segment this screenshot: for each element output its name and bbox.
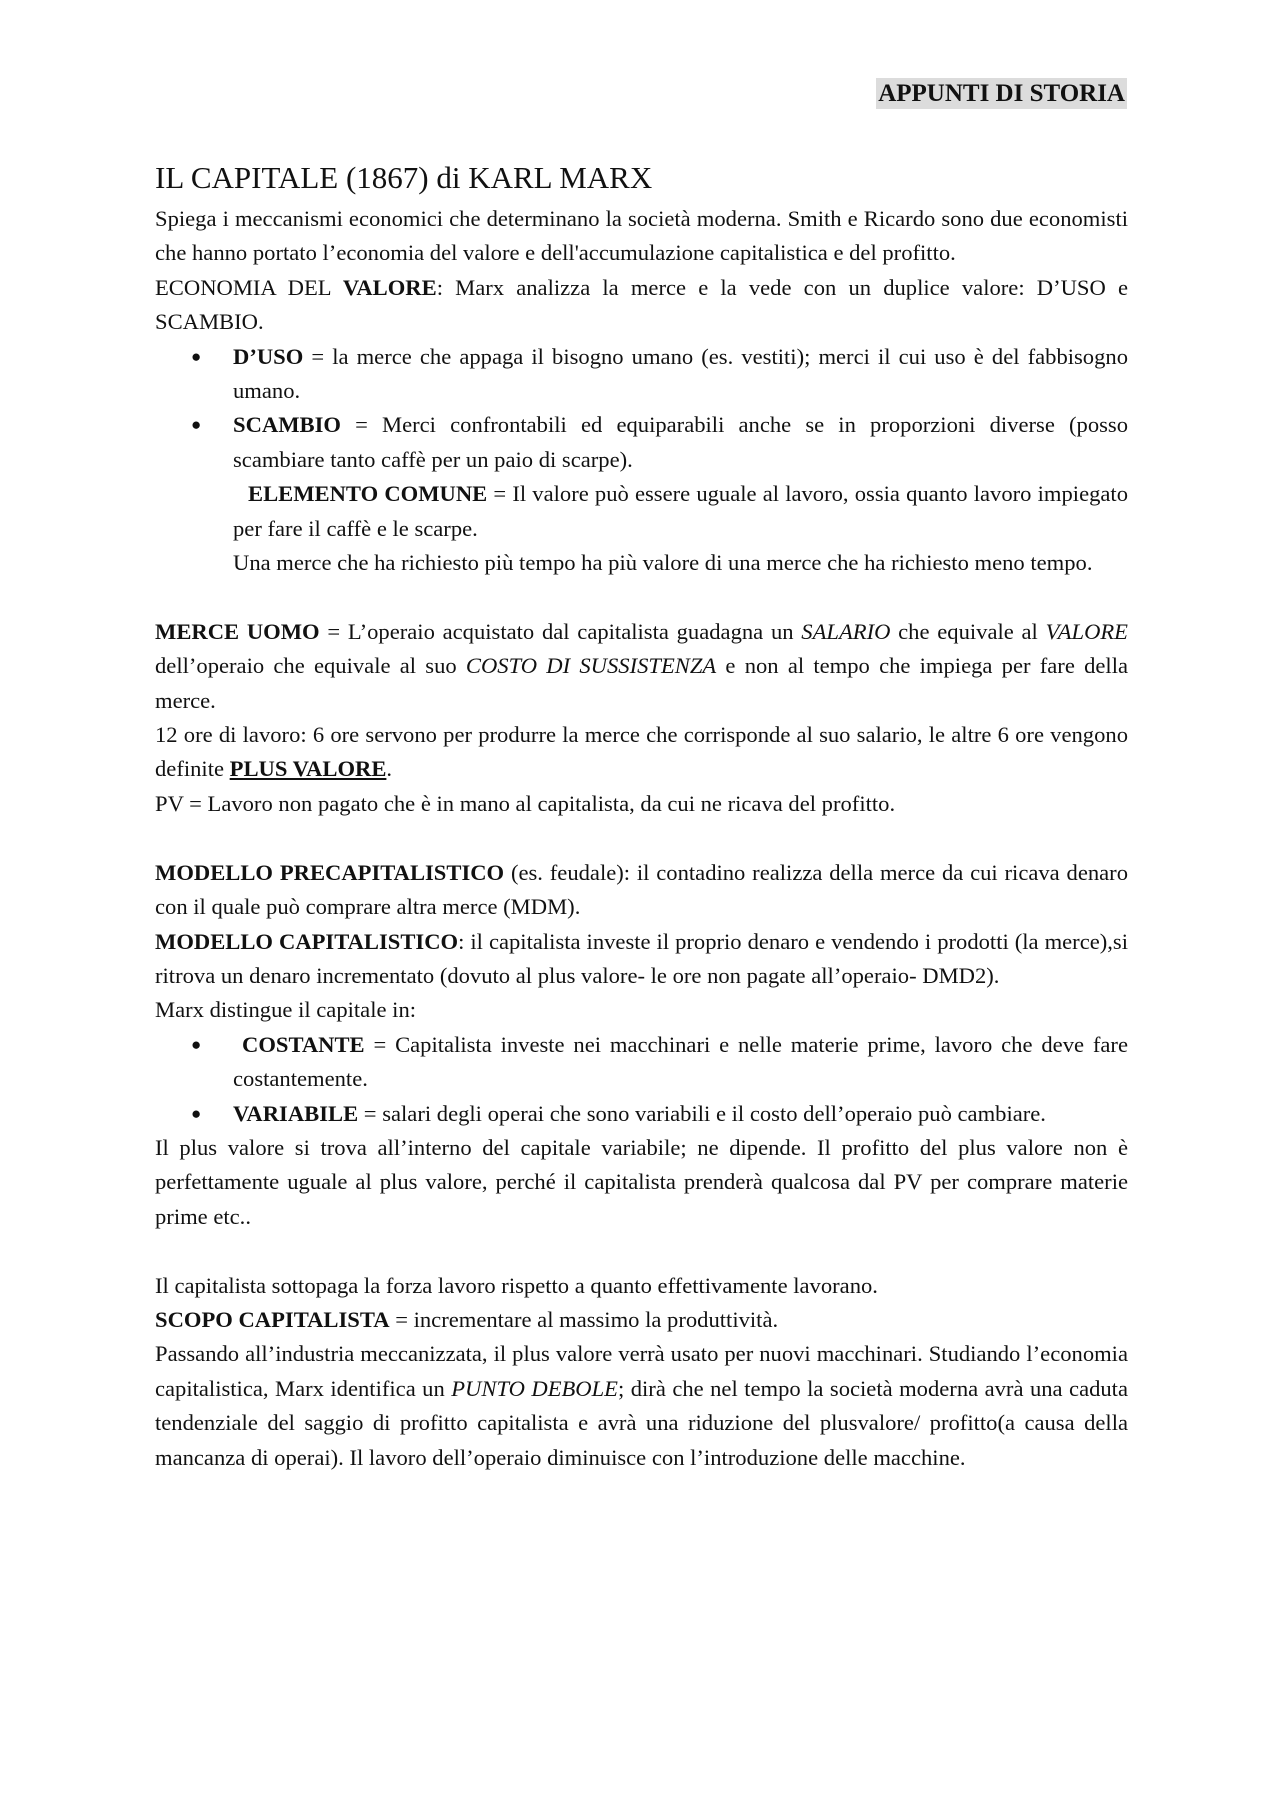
precapitalistico-text: (es. feudale): il contadino realizza della merce da cui ricava denaro con il quale può comprare altra merce (MDM). <box>155 859 1129 920</box>
list-item-scambio <box>155 408 1128 477</box>
salario-term: SALARIO <box>801 618 891 644</box>
distingue-paragraph: Marx distingue il capitale in: <box>155 997 417 1023</box>
merce-uomo-text: dell’operaio che equivale al suo <box>155 653 466 679</box>
tempo-valore-paragraph: Una merce che ha richiesto più tempo ha più valore di una merce che ha richiesto meno tempo. <box>233 550 1093 576</box>
bullet-icon: ● <box>191 1103 202 1123</box>
elemento-comune-paragraph <box>155 477 1128 546</box>
list-item-term: SCAMBIO <box>233 412 341 438</box>
bullet-icon: ● <box>191 346 202 366</box>
spacer <box>155 1234 1128 1268</box>
capitalistico-text: : il capitalista investe il proprio denaro e vendendo i prodotti (la merce),si ritrova un denaro incrementato (dovuto al plus valore- le ore non pagate all’operaio- DMD2). <box>155 928 1128 988</box>
list-item-text: = Merci confrontabili ed equiparabili anche se in proporzioni diverse (posso scambiare tanto caffè per un paio di scarpe). <box>233 412 1128 472</box>
valore-list <box>155 340 1128 478</box>
modello-capitalistico-paragraph <box>155 925 1128 994</box>
list-item-term: VARIABILE <box>233 1100 359 1126</box>
economia-text: : Marx analizza la merce e la vede con un duplice valore: D’USO e SCAMBIO. <box>155 274 1128 335</box>
sottopaga-paragraph: Il capitalista sottopaga la forza lavoro rispetto a quanto effettivamente lavorano. <box>155 1272 878 1298</box>
pv-paragraph: PV = Lavoro non pagato che è in mano al capitalista, da cui ne ricava del profitto. <box>155 790 896 816</box>
document-title: IL CAPITALE (1867) di KARL MARX <box>155 160 653 195</box>
valore-term: VALORE <box>342 274 437 300</box>
elemento-term: ELEMENTO COMUNE <box>248 481 488 507</box>
bullet-icon: ● <box>191 415 202 435</box>
list-item-term: COSTANTE <box>242 1031 365 1057</box>
capitalistico-term: MODELLO CAPITALISTICO <box>155 928 459 954</box>
scopo-text: = incrementare al massimo la produttività. <box>389 1306 779 1332</box>
list-item-uso <box>155 340 1128 409</box>
capitale-list <box>155 1028 1128 1131</box>
ore-lavoro-end: . <box>386 756 393 782</box>
merce-uomo-text: = L’operaio acquistato dal capitalista guadagna un <box>319 618 802 644</box>
bullet-icon: ● <box>191 1034 202 1054</box>
intro-paragraph: Spiega i meccanismi economici che determinano la società moderna. Smith e Ricardo sono due economisti che hanno portato l’economia del valore e dell'accumulazione capitalistica e del profitto. <box>155 206 1128 266</box>
list-item-text: = Capitalista investe nei macchinari e nelle materie prime, lavoro che deve fare costantemente. <box>233 1031 1128 1092</box>
document-body <box>155 156 1128 1475</box>
economia-valore-paragraph <box>155 271 1128 340</box>
ore-lavoro-paragraph <box>155 718 1128 787</box>
list-item-text: = la merce che appaga il bisogno umano (es. vestiti); merci il cui uso è del fabbisogno umano. <box>233 343 1128 404</box>
plus-valore-note-paragraph: Il plus valore si trova all’interno del capitale variabile; ne dipende. Il profitto del plus valore non è perfettamente uguale al plus valore, perché il capitalista prenderà qualcosa dal PV per comprare materie prime etc.. <box>155 1134 1128 1229</box>
punto-debole-text: ; dirà che nel tempo la società moderna avrà una caduta tendenziale del saggio di profitto capitalista e avrà una riduzione del plusvalore/ profitto(a causa della mancanza di operai). Il lavoro dell’operaio diminuisce con l’introduzione delle macchine. <box>155 1375 1128 1470</box>
list-item-text: = salari degli operai che sono variabili e il costo dell’operaio può cambiare. <box>358 1100 1046 1126</box>
modello-precapitalistico-paragraph <box>155 856 1128 925</box>
list-item-costante <box>155 1028 1128 1097</box>
costo-sussistenza-term: COSTO DI SUSSISTENZA <box>465 653 717 679</box>
scopo-term: SCOPO CAPITALISTA <box>155 1306 390 1332</box>
punto-debole-text: Passando all’industria meccanizzata, il plus valore verrà usato per nuovi macchinari. Studiando l’economia capitalistica, Marx identifica un <box>155 1341 1128 1401</box>
merce-uomo-text: che equivale al <box>890 618 1046 644</box>
merce-uomo-paragraph <box>155 615 1128 718</box>
spacer <box>155 821 1128 855</box>
punto-debole-term: PUNTO DEBOLE <box>451 1375 618 1401</box>
precapitalistico-term: MODELLO PRECAPITALISTICO <box>155 859 505 885</box>
list-item-variabile <box>155 1097 1128 1131</box>
page-header: APPUNTI DI STORIA <box>878 80 1125 107</box>
plus-valore-term: PLUS VALORE <box>229 756 387 782</box>
scopo-paragraph <box>155 1303 1128 1337</box>
merce-uomo-text: e non al tempo che impiega per fare della merce. <box>155 653 1128 713</box>
economia-prefix: ECONOMIA DEL <box>155 274 343 300</box>
punto-debole-paragraph <box>155 1337 1128 1475</box>
spacer <box>155 580 1128 614</box>
valore-italic-term: VALORE <box>1045 618 1128 644</box>
elemento-text: = Il valore può essere uguale al lavoro, ossia quanto lavoro impiegato per fare il caffè e le scarpe. <box>233 481 1128 541</box>
merce-uomo-term: MERCE UOMO <box>155 618 320 644</box>
ore-lavoro-text: 12 ore di lavoro: 6 ore servono per produrre la merce che corrisponde al suo salario, le altre 6 ore vengono definite <box>155 722 1128 782</box>
list-item-term: D’USO <box>233 343 304 369</box>
